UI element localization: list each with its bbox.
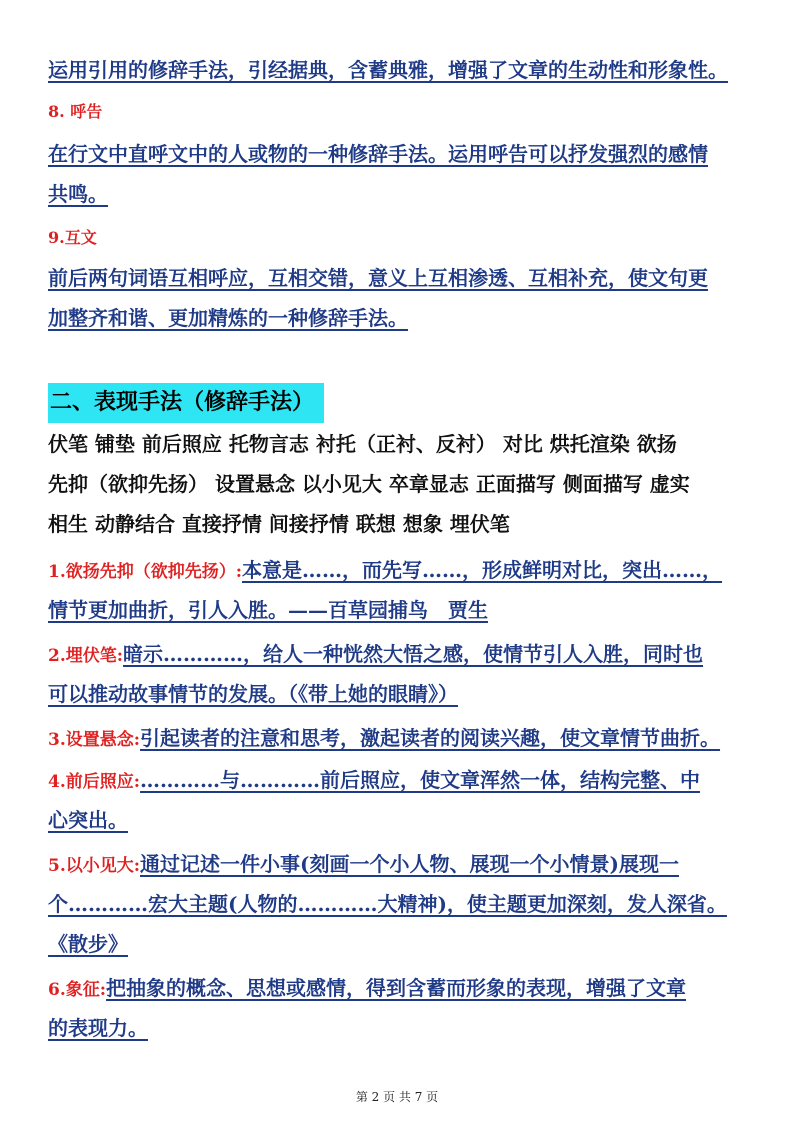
- technique-6-line2: 的表现力。: [48, 1016, 148, 1040]
- item8-line2: 共鸣。: [48, 182, 108, 206]
- technique-list-line1: 伏笔 铺垫 前后照应 托物言志 衬托（正衬、反衬） 对比 烘托渲染 欲扬: [48, 432, 677, 456]
- technique-3-line1: 3.设置悬念:引起读者的注意和思考，激起读者的阅读兴趣，使文章情节曲折。: [48, 726, 721, 750]
- technique-2-line2: 可以推动故事情节的发展。（《带上她的眼睛》）: [48, 682, 458, 706]
- technique-list-line3: 相生 动静结合 直接抒情 间接抒情 联想 想象 埋伏笔: [48, 512, 510, 536]
- item9-label: 9.互文: [48, 228, 97, 247]
- technique-4-line1: 4.前后照应:…………与…………前后照应，使文章浑然一体，结构完整、中: [48, 768, 701, 792]
- technique-6-line1: 6.象征:把抽象的概念、思想或感情，得到含蓄而形象的表现，增强了文章: [48, 976, 687, 1000]
- technique-5-label: 5.以小见大:: [48, 856, 141, 876]
- section-title: 二、表现手法（修辞手法）: [48, 383, 324, 423]
- item9-line2: 加整齐和谐、更加精炼的一种修辞手法。: [48, 306, 408, 330]
- intro-text: 运用引用的修辞手法，引经据典，含蓄典雅，增强了文章的生动性和形象性。: [48, 58, 728, 82]
- intro-line: [48, 56, 728, 84]
- technique-6-label: 6.象征:: [48, 980, 107, 1000]
- technique-1-line2: 情节更加曲折，引人入胜。——百草园捕鸟 贾生: [48, 598, 488, 622]
- item8-line1: 在行文中直呼文中的人或物的一种修辞手法。运用呼告可以抒发强烈的感情: [48, 142, 708, 166]
- item8-label: 8. 呼告: [48, 102, 103, 121]
- technique-4-label: 4.前后照应:: [48, 772, 141, 792]
- page-number-footer: 第 2 页 共 7 页: [355, 1090, 439, 1104]
- technique-1-label: 1.欲扬先抑（欲抑先扬）:: [48, 562, 243, 582]
- technique-5-line2: 个…………宏大主题(人物的…………大精神)，使主题更加深刻，发人深省。: [48, 892, 727, 916]
- technique-4-line2: 心突出。: [48, 808, 128, 832]
- technique-5-line3: 《散步》: [48, 932, 128, 956]
- technique-3-label: 3.设置悬念:: [48, 730, 141, 750]
- technique-1-line1: 1.欲扬先抑（欲抑先扬）:本意是……，而先写……，形成鲜明对比，突出……，: [48, 558, 723, 582]
- technique-2-line1: 2.埋伏笔:暗示…………，给人一种恍然大悟之感，使情节引人入胜，同时也: [48, 642, 704, 666]
- item9-line1: 前后两句词语互相呼应，互相交错，意义上互相渗透、互相补充，使文句更: [48, 266, 708, 290]
- technique-5-line1: 5.以小见大:通过记述一件小事(刻画一个小人物、展现一个小情景)展现一: [48, 852, 679, 876]
- technique-2-label: 2.埋伏笔:: [48, 646, 124, 666]
- technique-list-line2: 先抑（欲抑先扬） 设置悬念 以小见大 卒章显志 正面描写 侧面描写 虚实: [48, 472, 690, 496]
